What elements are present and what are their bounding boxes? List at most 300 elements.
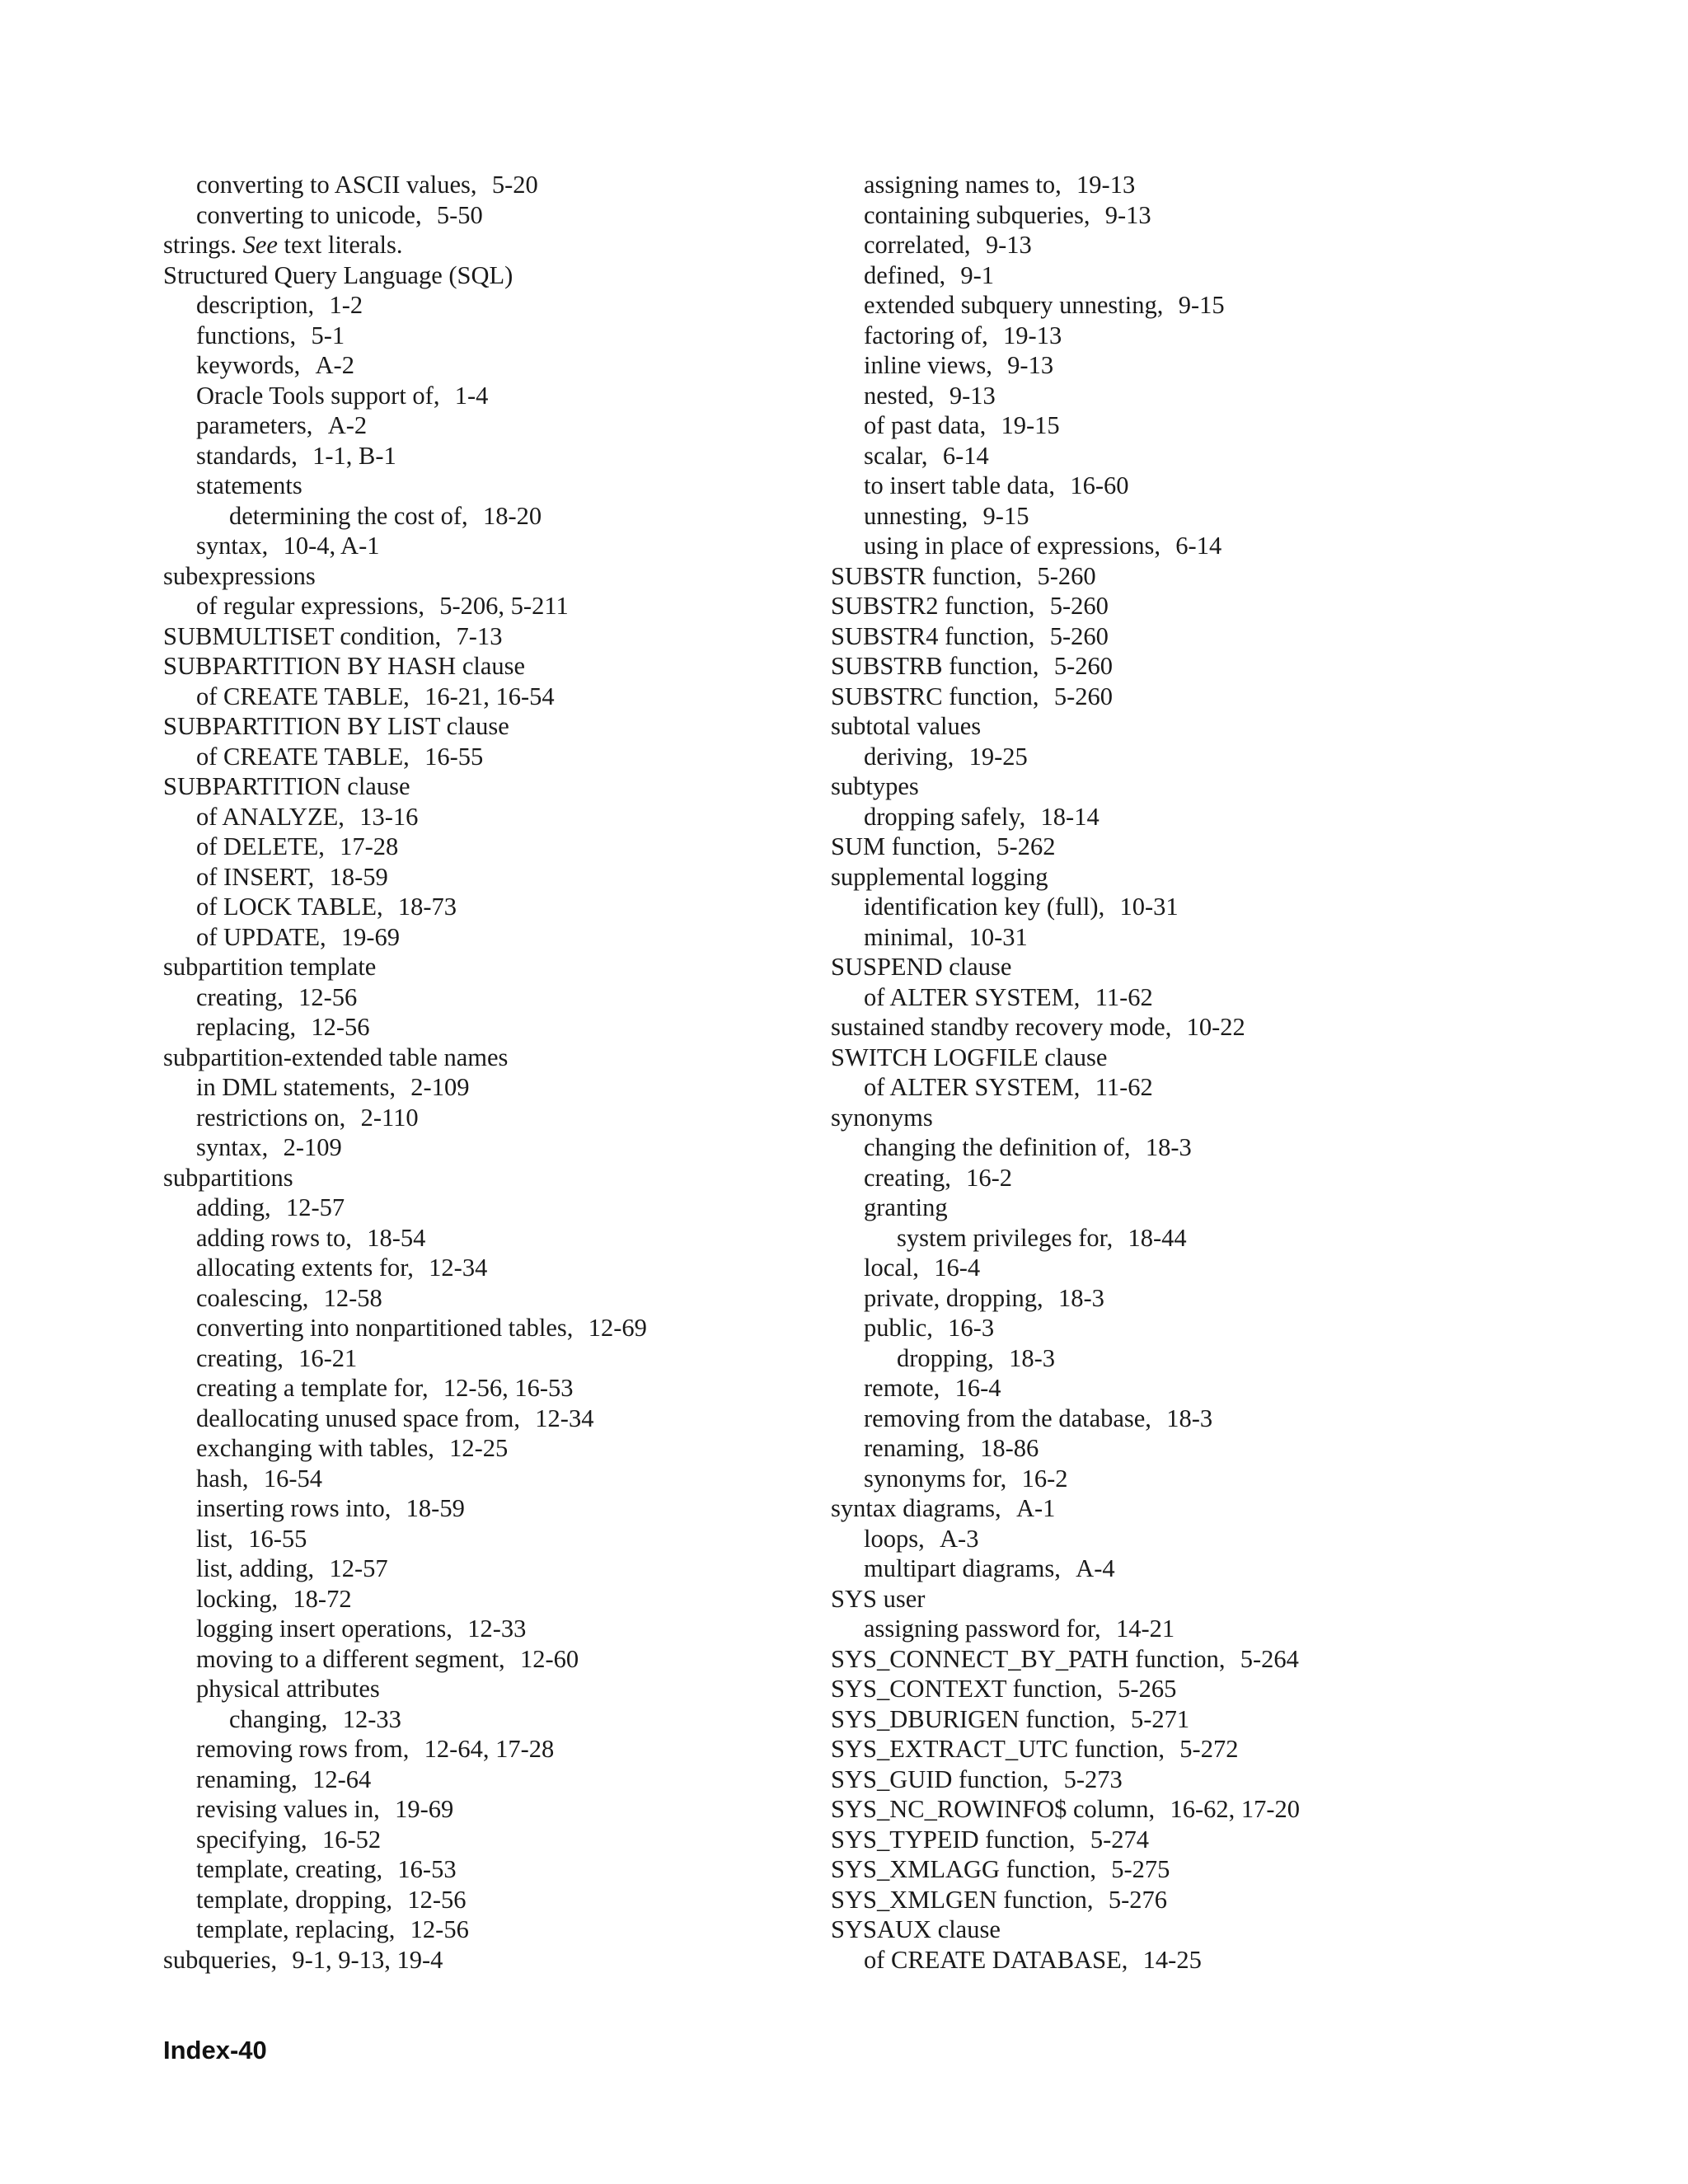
index-page-refs: 18-59 bbox=[329, 862, 388, 891]
index-entry bbox=[163, 1193, 790, 1223]
index-page-refs: 12-56, 16-53 bbox=[443, 1374, 574, 1402]
index-page-refs: 5-262 bbox=[996, 832, 1056, 860]
index-page-refs: 12-58 bbox=[323, 1283, 382, 1312]
index-entry bbox=[163, 501, 790, 532]
index-term: converting to ASCII values, bbox=[196, 171, 477, 199]
index-term: SYS_EXTRACT_UTC function, bbox=[831, 1735, 1165, 1763]
index-entry bbox=[831, 350, 1507, 381]
index-entry bbox=[831, 1163, 1507, 1193]
index-term: SWITCH LOGFILE clause bbox=[831, 1043, 1108, 1071]
index-page-refs: 12-34 bbox=[535, 1404, 594, 1432]
index-entry bbox=[163, 742, 790, 772]
index-entry bbox=[831, 410, 1507, 441]
index-entry bbox=[163, 1885, 790, 1915]
index-page-refs: A-4 bbox=[1076, 1554, 1115, 1582]
index-page-refs: 16-53 bbox=[397, 1855, 457, 1883]
index-page-refs: 12-64 bbox=[312, 1765, 372, 1793]
index-page-refs: 5-206, 5-211 bbox=[439, 592, 569, 620]
index-page-refs: 5-260 bbox=[1049, 621, 1109, 650]
index-term: of CREATE DATABASE, bbox=[864, 1945, 1128, 1974]
index-term: extended subquery unnesting, bbox=[864, 291, 1164, 319]
index-entry bbox=[831, 1584, 1507, 1615]
index-page-refs: 16-4 bbox=[954, 1374, 1001, 1402]
index-entry bbox=[831, 561, 1507, 592]
index-entry bbox=[831, 1765, 1507, 1795]
index-term: defined, bbox=[864, 260, 946, 289]
index-entry bbox=[831, 1103, 1507, 1133]
index-term: correlated, bbox=[864, 231, 971, 259]
index-entry bbox=[831, 1343, 1507, 1374]
index-term: SUM function, bbox=[831, 832, 982, 860]
index-entry bbox=[163, 1644, 790, 1675]
index-page-refs: 2-110 bbox=[360, 1103, 419, 1132]
index-entry bbox=[831, 1223, 1507, 1254]
index-term: assigning password for, bbox=[864, 1615, 1101, 1643]
index-entry bbox=[831, 711, 1507, 742]
index-term: SYS_XMLGEN function, bbox=[831, 1885, 1094, 1914]
index-column-right bbox=[831, 170, 1507, 1975]
index-page-refs: 5-265 bbox=[1118, 1675, 1177, 1703]
index-page-refs: 9-15 bbox=[1178, 291, 1225, 319]
index-entry bbox=[163, 1283, 790, 1314]
index-term: exchanging with tables, bbox=[196, 1434, 434, 1462]
index-term: syntax, bbox=[196, 1133, 269, 1161]
index-term: hash, bbox=[196, 1464, 249, 1493]
index-term: syntax diagrams, bbox=[831, 1494, 1001, 1522]
index-entry bbox=[831, 170, 1507, 200]
index-entry bbox=[163, 832, 790, 862]
index-entry bbox=[831, 771, 1507, 802]
index-entry bbox=[163, 200, 790, 231]
index-entry bbox=[831, 381, 1507, 411]
index-page-refs: 9-15 bbox=[982, 501, 1029, 530]
index-page-refs: 19-15 bbox=[1001, 411, 1060, 439]
index-page-refs: 12-33 bbox=[467, 1615, 527, 1643]
see-reference-label: See bbox=[242, 231, 278, 259]
index-entry bbox=[831, 230, 1507, 260]
index-page-refs: 16-62, 17-20 bbox=[1170, 1795, 1301, 1823]
index-entry bbox=[831, 1825, 1507, 1855]
index-entry bbox=[163, 1584, 790, 1615]
index-page-refs: 16-55 bbox=[424, 742, 484, 771]
index-entry bbox=[163, 471, 790, 501]
index-term: nested, bbox=[864, 381, 935, 410]
index-page-refs: 18-3 bbox=[1009, 1343, 1055, 1372]
index-entry bbox=[831, 1794, 1507, 1825]
index-entry bbox=[831, 1644, 1507, 1675]
index-entry bbox=[831, 982, 1507, 1013]
index-entry bbox=[831, 892, 1507, 922]
index-term: of UPDATE, bbox=[196, 922, 326, 951]
index-term: revising values in, bbox=[196, 1795, 380, 1823]
index-page-refs: 18-3 bbox=[1057, 1283, 1104, 1312]
index-page-refs: 1-1, B-1 bbox=[312, 441, 396, 470]
index-entry bbox=[831, 682, 1507, 712]
index-entry bbox=[163, 1012, 790, 1043]
index-term: specifying, bbox=[196, 1825, 307, 1854]
index-term: template, dropping, bbox=[196, 1885, 393, 1914]
index-page-refs: 16-21, 16-54 bbox=[424, 682, 555, 710]
index-term: standards, bbox=[196, 441, 298, 470]
index-entry bbox=[831, 1915, 1507, 1945]
index-page-refs: 9-13 bbox=[1104, 200, 1151, 229]
index-entry bbox=[163, 1072, 790, 1103]
index-entry bbox=[831, 591, 1507, 621]
index-term: SYS user bbox=[831, 1584, 926, 1613]
index-term: to insert table data, bbox=[864, 471, 1056, 499]
index-entry bbox=[163, 350, 790, 381]
index-term: subexpressions bbox=[163, 561, 316, 590]
index-entry bbox=[163, 321, 790, 351]
index-entry bbox=[163, 771, 790, 802]
index-page-refs: 18-72 bbox=[293, 1584, 352, 1613]
index-page-refs: 2-109 bbox=[410, 1073, 470, 1101]
index-term: factoring of, bbox=[864, 321, 988, 349]
index-page-refs: 12-57 bbox=[329, 1554, 388, 1582]
index-term: dropping safely, bbox=[864, 802, 1026, 831]
index-term: subpartition-extended table names bbox=[163, 1043, 509, 1071]
index-term: sustained standby recovery mode, bbox=[831, 1013, 1172, 1041]
index-entry bbox=[163, 682, 790, 712]
index-page-refs: 5-260 bbox=[1049, 592, 1109, 620]
index-page-refs: 12-60 bbox=[519, 1644, 579, 1673]
index-page-refs: 19-69 bbox=[395, 1795, 454, 1823]
index-page-refs: A-2 bbox=[315, 351, 354, 379]
index-entry bbox=[831, 260, 1507, 291]
index-entry bbox=[831, 862, 1507, 893]
index-term: changing, bbox=[229, 1704, 328, 1733]
index-entry bbox=[163, 591, 790, 621]
index-term: allocating extents for, bbox=[196, 1254, 414, 1282]
index-entry bbox=[163, 230, 790, 260]
index-entry bbox=[831, 1854, 1507, 1885]
index-page-refs: 19-13 bbox=[1003, 321, 1062, 349]
index-term: adding, bbox=[196, 1193, 271, 1221]
index-page-refs: 19-25 bbox=[968, 742, 1028, 771]
index-entry bbox=[163, 1373, 790, 1404]
index-term: keywords, bbox=[196, 351, 301, 379]
index-entry bbox=[831, 832, 1507, 862]
index-entry bbox=[831, 952, 1507, 982]
index-entry bbox=[163, 1433, 790, 1464]
index-entry bbox=[831, 922, 1507, 953]
index-page-refs: 10-4, A-1 bbox=[283, 532, 380, 560]
index-term: replacing, bbox=[196, 1013, 297, 1041]
index-entry bbox=[163, 892, 790, 922]
index-page-refs: 9-1 bbox=[960, 260, 995, 289]
index-entry bbox=[163, 1674, 790, 1704]
index-entry bbox=[163, 952, 790, 982]
index-entry bbox=[831, 290, 1507, 321]
index-page-refs: 16-55 bbox=[248, 1524, 307, 1553]
index-entry bbox=[163, 561, 790, 592]
index-term: locking, bbox=[196, 1584, 279, 1613]
index-term: SYS_GUID function, bbox=[831, 1765, 1049, 1793]
index-term: physical attributes bbox=[196, 1675, 380, 1703]
index-entry bbox=[163, 802, 790, 832]
index-entry bbox=[831, 321, 1507, 351]
index-term: removing from the database, bbox=[864, 1404, 1151, 1432]
index-page-refs: 9-13 bbox=[1007, 351, 1054, 379]
index-entry bbox=[163, 982, 790, 1013]
index-page-refs: 9-13 bbox=[949, 381, 996, 410]
index-entry bbox=[831, 1012, 1507, 1043]
index-term: creating, bbox=[864, 1163, 951, 1192]
index-entry bbox=[831, 531, 1507, 561]
index-term: SUSPEND clause bbox=[831, 953, 1012, 981]
index-entry bbox=[831, 1524, 1507, 1554]
index-page-refs: 5-50 bbox=[436, 200, 483, 229]
index-page-refs: 5-276 bbox=[1108, 1885, 1168, 1914]
index-term: identification key (full), bbox=[864, 893, 1105, 921]
index-term: creating a template for, bbox=[196, 1374, 429, 1402]
index-term: SUBPARTITION clause bbox=[163, 772, 410, 800]
index-term: functions, bbox=[196, 321, 297, 349]
index-page-refs: 5-274 bbox=[1090, 1825, 1149, 1854]
index-entry bbox=[163, 1945, 790, 1975]
index-entry bbox=[831, 501, 1507, 532]
index-entry bbox=[163, 651, 790, 682]
index-entry bbox=[163, 1132, 790, 1163]
index-page-refs: 5-20 bbox=[491, 171, 538, 199]
index-term: creating, bbox=[196, 982, 284, 1011]
index-entry bbox=[831, 651, 1507, 682]
index-term: SYS_DBURIGEN function, bbox=[831, 1704, 1116, 1733]
index-page-refs: 13-16 bbox=[359, 802, 419, 831]
index-column-left bbox=[163, 170, 790, 1975]
index-entry bbox=[831, 1614, 1507, 1644]
index-page-refs: 5-264 bbox=[1240, 1644, 1299, 1673]
index-page-refs: 9-13 bbox=[985, 231, 1032, 259]
index-page-refs: 12-34 bbox=[429, 1254, 488, 1282]
index-entry bbox=[163, 862, 790, 893]
index-page-refs: 9-1, 9-13, 19-4 bbox=[292, 1945, 443, 1974]
index-entry bbox=[163, 1704, 790, 1735]
index-term: of LOCK TABLE, bbox=[196, 893, 383, 921]
index-entry bbox=[163, 1223, 790, 1254]
index-term: private, dropping, bbox=[864, 1283, 1043, 1312]
index-entry bbox=[163, 1464, 790, 1494]
index-page-refs: 5-260 bbox=[1053, 652, 1113, 680]
index-term: granting bbox=[864, 1193, 948, 1221]
index-term: public, bbox=[864, 1314, 933, 1342]
index-term: of ALTER SYSTEM, bbox=[864, 982, 1081, 1011]
index-page-refs: A-1 bbox=[1015, 1494, 1056, 1522]
index-term: inserting rows into, bbox=[196, 1494, 392, 1522]
index-entry bbox=[831, 742, 1507, 772]
index-entry bbox=[163, 170, 790, 200]
index-entry bbox=[163, 1854, 790, 1885]
index-term: of ALTER SYSTEM, bbox=[864, 1073, 1081, 1101]
index-entry bbox=[163, 1103, 790, 1133]
index-entry bbox=[831, 1043, 1507, 1073]
index-page-refs: 12-57 bbox=[285, 1193, 345, 1221]
index-entry bbox=[163, 1493, 790, 1524]
index-term: SYS_CONTEXT function, bbox=[831, 1675, 1103, 1703]
index-entry bbox=[163, 1614, 790, 1644]
index-term: creating, bbox=[196, 1343, 284, 1372]
index-page-refs: 12-56 bbox=[410, 1915, 469, 1943]
index-term: of regular expressions, bbox=[196, 592, 424, 620]
index-term: containing subqueries, bbox=[864, 200, 1090, 229]
index-page-refs: 18-3 bbox=[1145, 1133, 1192, 1161]
index-entry bbox=[831, 621, 1507, 652]
index-term: using in place of expressions, bbox=[864, 532, 1160, 560]
index-term: subpartitions bbox=[163, 1163, 293, 1192]
index-term: unnesting, bbox=[864, 501, 968, 530]
index-page-refs: 10-31 bbox=[968, 922, 1028, 951]
index-term: of INSERT, bbox=[196, 862, 315, 891]
index-page-refs: 16-2 bbox=[1021, 1464, 1068, 1493]
index-page-refs: 17-28 bbox=[340, 832, 399, 860]
index-page-refs: 16-60 bbox=[1070, 471, 1129, 499]
index-page-refs: A-2 bbox=[327, 411, 368, 439]
index-term: SUBPARTITION BY HASH clause bbox=[163, 652, 526, 680]
index-term: determining the cost of, bbox=[229, 501, 468, 530]
index-page-refs: 18-3 bbox=[1166, 1404, 1213, 1432]
index-page-refs: 12-25 bbox=[449, 1434, 509, 1462]
index-page-refs: 18-73 bbox=[397, 893, 457, 921]
index-entry bbox=[831, 1193, 1507, 1223]
index-page-refs: 16-52 bbox=[321, 1825, 382, 1854]
index-entry bbox=[831, 1373, 1507, 1404]
index-term: SYSAUX clause bbox=[831, 1915, 1001, 1943]
index-entry bbox=[163, 260, 790, 291]
index-entry bbox=[163, 711, 790, 742]
index-term: restrictions on, bbox=[196, 1103, 346, 1132]
index-term: inline views, bbox=[864, 351, 992, 379]
index-term: statements bbox=[196, 471, 302, 499]
index-page-refs: 18-14 bbox=[1040, 802, 1100, 831]
index-page-refs: 12-33 bbox=[342, 1704, 401, 1733]
index-term: assigning names to, bbox=[864, 171, 1062, 199]
index-term: renaming, bbox=[864, 1434, 965, 1462]
index-entry bbox=[163, 290, 790, 321]
index-term: converting to unicode, bbox=[196, 200, 422, 229]
index-term: list, bbox=[196, 1524, 233, 1553]
index-term: template, replacing, bbox=[196, 1915, 396, 1943]
index-term: minimal, bbox=[864, 922, 954, 951]
index-term: SUBMULTISET condition, bbox=[163, 621, 442, 650]
index-entry bbox=[831, 1283, 1507, 1314]
index-page-refs: 10-31 bbox=[1119, 893, 1179, 921]
index-term: subtypes bbox=[831, 772, 919, 800]
index-page-refs: 14-25 bbox=[1142, 1945, 1202, 1974]
index-entry bbox=[831, 802, 1507, 832]
index-page-refs: 6-14 bbox=[942, 441, 989, 470]
index-term: SUBSTR2 function, bbox=[831, 592, 1035, 620]
index-entry bbox=[831, 1493, 1507, 1524]
index-entry bbox=[163, 1825, 790, 1855]
index-page-refs: 18-20 bbox=[482, 501, 542, 530]
index-entry bbox=[163, 1043, 790, 1073]
index-entry bbox=[163, 1404, 790, 1434]
index-entry bbox=[831, 1674, 1507, 1704]
index-term: SUBSTR4 function, bbox=[831, 621, 1035, 650]
index-page-refs: 5-1 bbox=[311, 321, 345, 349]
index-term: SUBSTRC function, bbox=[831, 682, 1039, 710]
index-page-refs: 10-22 bbox=[1186, 1013, 1245, 1041]
index-entry bbox=[831, 1885, 1507, 1915]
index-term: of past data, bbox=[864, 411, 987, 439]
index-page-refs: 14-21 bbox=[1115, 1615, 1175, 1643]
index-term: system privileges for, bbox=[897, 1223, 1114, 1252]
index-entry bbox=[163, 1163, 790, 1193]
index-term: syntax, bbox=[196, 532, 269, 560]
index-page-refs: 5-272 bbox=[1179, 1735, 1239, 1763]
index-entry bbox=[163, 381, 790, 411]
index-term: SYS_NC_ROWINFO$ column, bbox=[831, 1795, 1156, 1823]
index-term: of CREATE TABLE, bbox=[196, 682, 410, 710]
index-term: changing the definition of, bbox=[864, 1133, 1131, 1161]
index-term: dropping, bbox=[897, 1343, 994, 1372]
index-entry bbox=[163, 1253, 790, 1283]
index-page-refs: 2-109 bbox=[283, 1133, 342, 1161]
index-page-refs: 12-69 bbox=[588, 1314, 647, 1342]
index-term: subpartition template bbox=[163, 953, 377, 981]
index-page-refs: 5-275 bbox=[1111, 1855, 1170, 1883]
index-page-refs: 12-56 bbox=[311, 1013, 370, 1041]
index-page-refs: 12-56 bbox=[407, 1885, 467, 1914]
index-entry bbox=[831, 441, 1507, 471]
index-page-refs: 5-260 bbox=[1037, 561, 1096, 590]
index-term: remote, bbox=[864, 1374, 940, 1402]
index-term: logging insert operations, bbox=[196, 1615, 452, 1643]
index-entry bbox=[831, 1313, 1507, 1343]
page-footer-label: Index-40 bbox=[163, 2036, 267, 2064]
index-term: scalar, bbox=[864, 441, 928, 470]
index-term: SYS_TYPEID function, bbox=[831, 1825, 1076, 1854]
index-entry bbox=[831, 1253, 1507, 1283]
index-entry bbox=[163, 1343, 790, 1374]
index-entry bbox=[831, 1945, 1507, 1975]
index-page-refs: 1-4 bbox=[454, 381, 489, 410]
index-entry bbox=[831, 1072, 1507, 1103]
index-term: loops, bbox=[864, 1524, 925, 1553]
index-entry bbox=[831, 200, 1507, 231]
index-term: in DML statements, bbox=[196, 1073, 396, 1101]
index-term: coalescing, bbox=[196, 1283, 309, 1312]
index-term: Structured Query Language (SQL) bbox=[163, 260, 513, 289]
index-entry bbox=[163, 531, 790, 561]
index-page-refs: 18-54 bbox=[367, 1223, 426, 1252]
index-term: adding rows to, bbox=[196, 1223, 352, 1252]
index-term: parameters, bbox=[196, 411, 313, 439]
index-entry bbox=[163, 1734, 790, 1765]
index-page-refs: 11-62 bbox=[1095, 982, 1153, 1011]
index-term: local, bbox=[864, 1254, 919, 1282]
index-entry bbox=[831, 471, 1507, 501]
index-term: SUBSTRB function, bbox=[831, 652, 1039, 680]
index-page-refs: 16-21 bbox=[298, 1343, 358, 1372]
index-page-refs: 18-59 bbox=[406, 1494, 465, 1522]
index-entry bbox=[163, 1524, 790, 1554]
index-page-refs: 18-44 bbox=[1128, 1223, 1187, 1252]
index-page-refs: 12-64, 17-28 bbox=[424, 1735, 555, 1763]
index-entry bbox=[163, 1794, 790, 1825]
index-page-refs: 16-54 bbox=[263, 1464, 323, 1493]
index-entry bbox=[163, 441, 790, 471]
index-term: supplemental logging bbox=[831, 862, 1048, 891]
index-page-refs: 19-13 bbox=[1076, 171, 1136, 199]
index-entry bbox=[163, 1313, 790, 1343]
index-page-refs: 19-69 bbox=[340, 922, 401, 951]
index-entry bbox=[163, 410, 790, 441]
index-entry bbox=[163, 1554, 790, 1584]
index-entry bbox=[163, 922, 790, 953]
index-page-refs: 11-62 bbox=[1095, 1073, 1153, 1101]
index-term: multipart diagrams, bbox=[864, 1554, 1061, 1582]
